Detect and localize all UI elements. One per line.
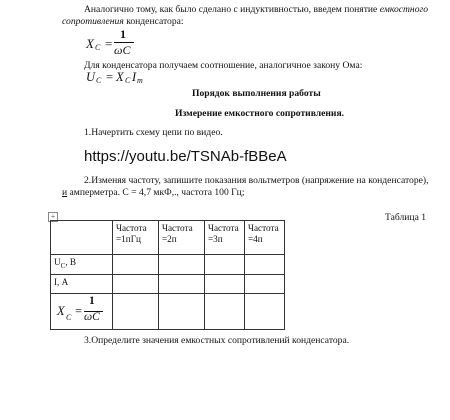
- table-header-cell[interactable]: [113, 221, 159, 255]
- row-label-reactance: [51, 293, 113, 329]
- table-cell[interactable]: [159, 293, 205, 329]
- video-link[interactable]: https://youtu.be/TSNAb-fBBeA: [84, 148, 287, 165]
- intro-emphasis: емкостного: [379, 4, 429, 15]
- table-cell[interactable]: [245, 293, 285, 329]
- intro-text: Аналогично тому, как было сделано с индуктивностью, введем понятие: [84, 4, 378, 15]
- step-2-marker: и: [62, 187, 68, 198]
- formula-eq: =: [105, 36, 113, 51]
- header-label: Частота: [248, 223, 279, 233]
- table-cell[interactable]: [113, 274, 159, 293]
- formula-voltage: [86, 70, 166, 86]
- formula-u-sub: C: [96, 76, 102, 85]
- table-caption: Таблица 1: [385, 212, 427, 223]
- table-header-row: [51, 221, 285, 255]
- header-label: Частота: [162, 223, 193, 233]
- formula-capacitive-reactance: [86, 28, 146, 58]
- table-move-handle-icon[interactable]: +: [48, 212, 58, 222]
- step-1: 1.Начертить схему цепи по видео.: [84, 127, 223, 138]
- table-cell[interactable]: [205, 255, 245, 275]
- header-value: =1пГц: [116, 234, 141, 244]
- table-row: [51, 255, 285, 275]
- row-label-current: [51, 274, 113, 293]
- table-cell[interactable]: [205, 293, 245, 329]
- intro-text-2: конденсатора:: [123, 16, 184, 27]
- header-label: Частота: [208, 223, 239, 233]
- row-label-sub: C: [60, 261, 66, 270]
- step-2-text: амперметра. С = 4,7 мкФ,., частота 100 Гц;: [67, 187, 245, 198]
- row-formula-denominator: ωC: [84, 310, 100, 323]
- row-label-tail: , В: [65, 257, 77, 267]
- formula-u-i-sub: m: [137, 76, 143, 85]
- ohm-intro: Для конденсатора получаем соотношение, аналогичное закону Ома:: [84, 60, 363, 71]
- formula-x-sub: C: [95, 43, 101, 52]
- intro-line-1: [84, 4, 428, 16]
- formula-u-i: I: [132, 70, 137, 84]
- formula-numerator: 1: [120, 27, 126, 41]
- table-cell[interactable]: [113, 293, 159, 329]
- table-cell[interactable]: [113, 255, 159, 275]
- heading-measurement: Измерение емкостного сопротивления.: [175, 108, 345, 119]
- heading-procedure: Порядок выполнения работы: [192, 88, 321, 99]
- formula-u: U: [86, 70, 96, 84]
- measurement-table: [50, 220, 285, 330]
- row-formula: [57, 296, 109, 328]
- intro-emphasis-2: сопротивления: [62, 16, 124, 27]
- row-label-voltage: [51, 255, 113, 275]
- formula-x: X: [86, 36, 94, 51]
- row-label: U: [54, 257, 61, 267]
- formula-u-x: X: [116, 70, 124, 84]
- table-cell[interactable]: [159, 255, 205, 275]
- table-cell[interactable]: [159, 274, 205, 293]
- row-formula-eq: =: [75, 303, 83, 318]
- table-row: [51, 293, 285, 329]
- table-cell[interactable]: [245, 274, 285, 293]
- table-header-cell[interactable]: [205, 221, 245, 255]
- row-formula-numerator: 1: [89, 294, 95, 307]
- step-2-line-2: [62, 187, 244, 199]
- header-value: =3п: [208, 234, 223, 244]
- table-header-cell[interactable]: [159, 221, 205, 255]
- table-cell[interactable]: [245, 255, 285, 275]
- formula-denominator: ωC: [114, 43, 131, 57]
- formula-u-eq: =: [106, 70, 114, 84]
- table-row: [51, 274, 285, 293]
- row-formula-x: X: [57, 303, 65, 318]
- row-formula-x-sub: C: [66, 312, 72, 322]
- step-2-line-1: 2.Изменяя частоту, запишите показания вольтметров (напряжение на конденсаторе),: [84, 175, 429, 186]
- row-label: I, А: [54, 276, 69, 287]
- table-header-cell[interactable]: [245, 221, 285, 255]
- step-3: 3.Определите значения емкостных сопротивлений конденсатора.: [84, 335, 350, 346]
- header-value: =2п: [162, 234, 177, 244]
- table-corner-cell: [51, 221, 113, 255]
- formula-u-x-sub: C: [125, 76, 131, 85]
- table-cell[interactable]: [205, 274, 245, 293]
- header-label: Частота: [116, 223, 147, 233]
- header-value: =4п: [248, 234, 263, 244]
